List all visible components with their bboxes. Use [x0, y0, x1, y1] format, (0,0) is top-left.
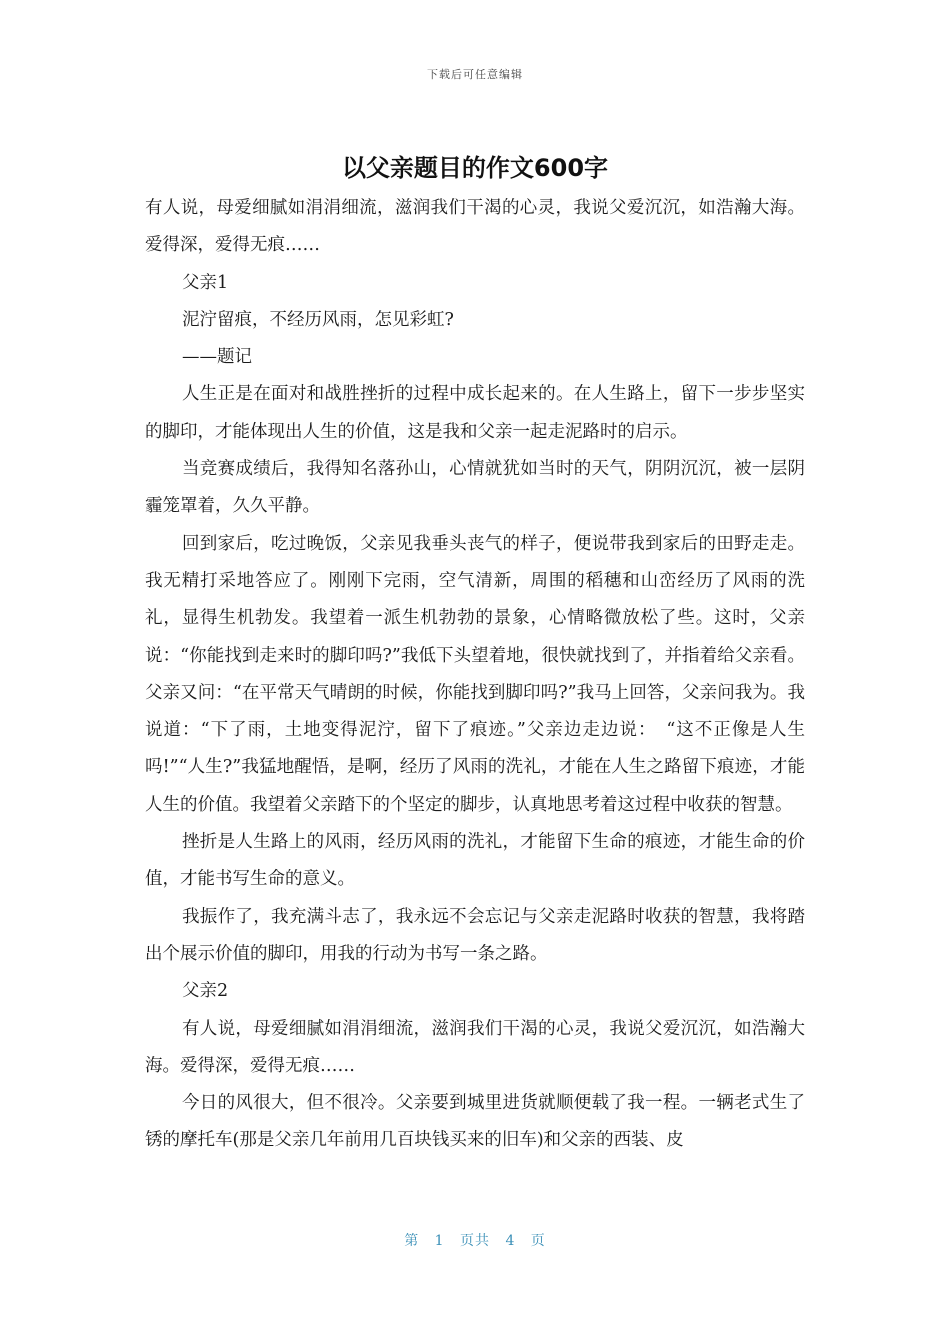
epigraph-attribution: ——题记: [182, 347, 252, 368]
section-heading-father-2: 父亲2: [182, 981, 229, 1002]
paragraph: 回到家后，吃过晚饭，父亲见我垂头丧气的样子，便说带我到家后的田野走走。我无精打采地答应了。刚刚下完雨，空气清新，周围的稻穗和山峦经历了风雨的洗礼，显得生机勃发。我望着一派生机勃勃的景象，心情略微放松了些。这时，父亲说：“你能找到走来时的脚印吗?”我低下头望着地，很快就找到了，并指着给父亲看。父亲又问：“在平常天气晴朗的时候，你能找到脚印吗?”我马上回答，父亲问我为。我说道：“下了雨，土地变得泥泞，留下了痕迹。”父亲边走边说： “这不正像是人生吗!”“人生?”我猛地醒悟，是啊，经历了风雨的洗礼，才能在人生之路留下痕迹，才能人生的价值。我望着父亲踏下的个坚定的脚步，认真地思考着这过程中收获的智慧。: [145, 533, 805, 815]
paragraph: 人生正是在面对和战胜挫折的过程中成长起来的。在人生路上，留下一步步坚实的脚印，才能体现出人生的价值，这是我和父亲一起走泥路时的启示。: [145, 384, 805, 442]
epigraph: 泥泞留痕，不经历风雨，怎见彩虹?: [182, 309, 454, 330]
paragraph: 有人说，母爱细腻如涓涓细流，滋润我们干渴的心灵，我说父爱沉沉，如浩瀚大海。爱得深，爱得无痕……: [145, 198, 805, 256]
paragraph: 我振作了，我充满斗志了，我永远不会忘记与父亲走泥路时收获的智慧，我将踏出个展示价值的脚印，用我的行动为书写一条之路。: [145, 906, 805, 964]
section-heading-father-1: 父亲1: [182, 272, 229, 293]
document-body: [145, 190, 805, 1160]
page-number-footer: 第 1 页共 4 页: [404, 1233, 546, 1249]
paragraph: 当竞赛成绩后，我得知名落孙山，心情就犹如当时的天气，阴阴沉沉，被一层阴霾笼罩着，久久平静。: [145, 459, 805, 517]
document-title: 以父亲题目的作文600字: [341, 154, 609, 182]
paragraph: 有人说，母爱细腻如涓涓细流，滋润我们干渴的心灵，我说父爱沉沉，如浩瀚大海。爱得深，爱得无痕……: [145, 1018, 805, 1076]
paragraph: 今日的风很大，但不很冷。父亲要到城里进货就顺便载了我一程。一辆老式生了锈的摩托车(那是父亲几年前用几百块钱买来的旧车)和父亲的西装、皮: [145, 1093, 805, 1151]
paragraph: 挫折是人生路上的风雨，经历风雨的洗礼，才能留下生命的痕迹，才能生命的价值，才能书写生命的意义。: [145, 832, 805, 890]
header-note: 下载后可任意编辑: [427, 68, 523, 81]
